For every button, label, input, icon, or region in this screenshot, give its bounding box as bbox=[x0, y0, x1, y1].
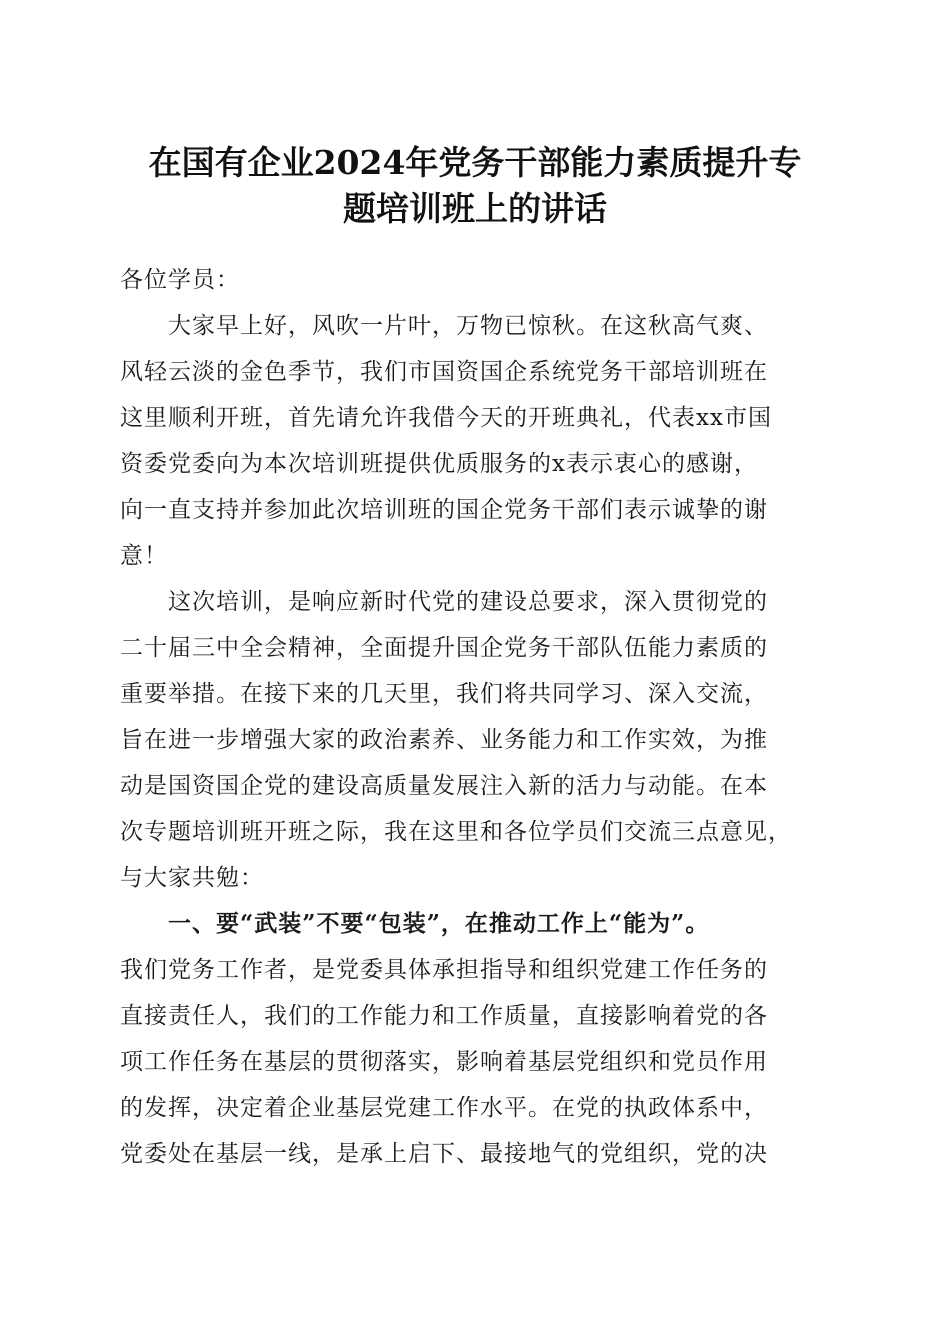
paragraph-line: 次专题培训班开班之际，我在这里和各位学员们交流三点意见， bbox=[120, 819, 792, 845]
paragraph-line: 意！ bbox=[120, 543, 168, 569]
paragraph-line: 直接责任人，我们的工作能力和工作质量，直接影响着党的各 bbox=[120, 1003, 768, 1029]
section-heading: 一、要“武装”不要“包装”，在推动工作上“能为”。 bbox=[120, 910, 710, 937]
paragraph-line: 与大家共勉： bbox=[120, 865, 264, 891]
paragraph-line: 资委党委向为本次培训班提供优质服务的x表示衷心的感谢， bbox=[120, 451, 758, 477]
paragraph-line: 这里顺利开班，首先请允许我借今天的开班典礼，代表xx市国 bbox=[120, 405, 772, 431]
title-line-2: 题培训班上的讲话 bbox=[343, 189, 607, 228]
paragraph-line: 旨在进一步增强大家的政治素养、业务能力和工作实效，为推 bbox=[120, 727, 768, 753]
paragraph-line: 二十届三中全会精神，全面提升国企党务干部队伍能力素质的 bbox=[120, 635, 768, 661]
document-title bbox=[0, 140, 950, 232]
paragraph-line: 项工作任务在基层的贯彻落实，影响着基层党组织和党员作用 bbox=[120, 1049, 768, 1075]
paragraph-line: 向一直支持并参加此次培训班的国企党务干部们表示诚挚的谢 bbox=[120, 497, 768, 523]
paragraph-line: 重要举措。在接下来的几天里，我们将共同学习、深入交流， bbox=[120, 681, 768, 707]
paragraph-line: 动是国资国企党的建设高质量发展注入新的活力与动能。在本 bbox=[120, 773, 768, 799]
title-line-1: 在国有企业2024年党务干部能力素质提升专 bbox=[148, 143, 802, 182]
paragraph-line: 的发挥，决定着企业基层党建工作水平。在党的执政体系中， bbox=[120, 1095, 768, 1121]
document-body bbox=[120, 257, 835, 1177]
salutation: 各位学员： bbox=[120, 267, 240, 293]
paragraph-line: 风轻云淡的金色季节，我们市国资国企系统党务干部培训班在 bbox=[120, 359, 768, 385]
paragraph-line: 大家早上好，风吹一片叶，万物已惊秋。在这秋高气爽、 bbox=[120, 313, 768, 339]
paragraph-line: 我们党务工作者，是党委具体承担指导和组织党建工作任务的 bbox=[120, 957, 768, 983]
paragraph-line: 党委处在基层一线，是承上启下、最接地气的党组织，党的决 bbox=[120, 1141, 768, 1167]
paragraph-line: 这次培训，是响应新时代党的建设总要求，深入贯彻党的 bbox=[120, 589, 768, 615]
